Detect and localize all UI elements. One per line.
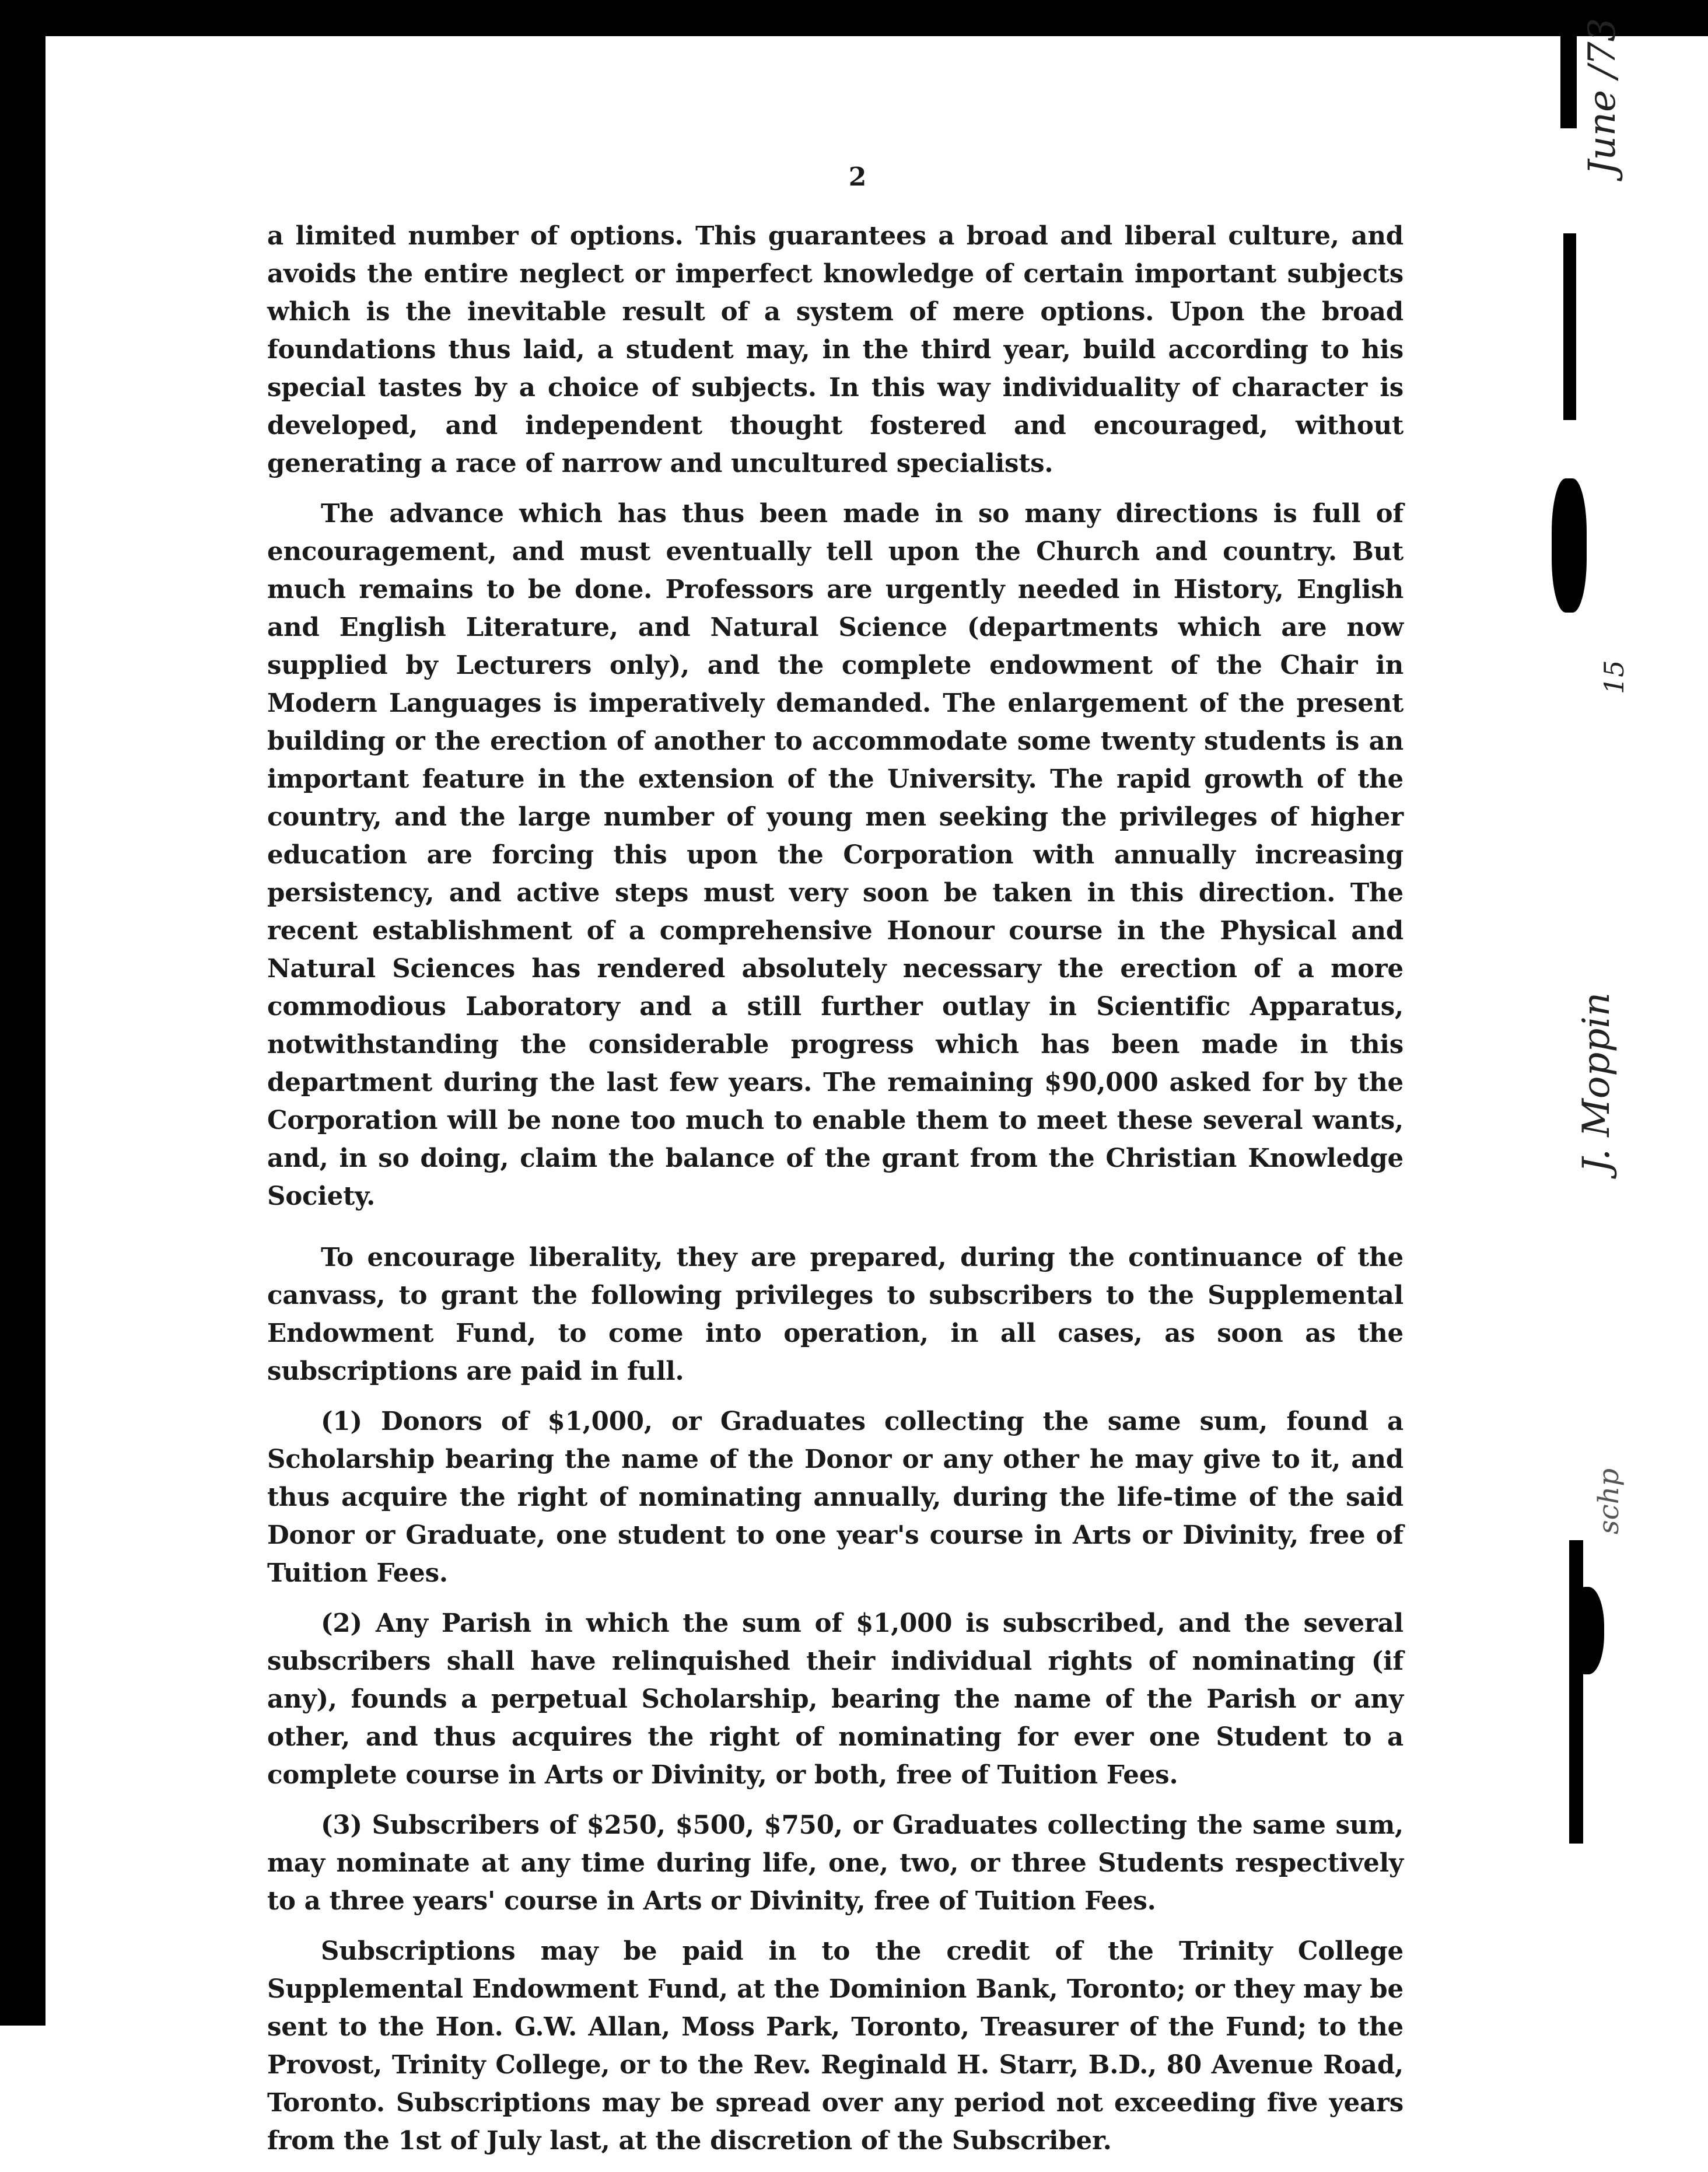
paragraph-privilege-3: (3) Subscribers of $250, $500, $750, or Graduates collecting the same sum, may nominate at any time during life, one, two, or three Students respectively to a three years' course in Arts or Divinity, free of Tuition Fees. [267, 1810, 1404, 1916]
binding-mark [1560, 35, 1577, 128]
document-body [267, 217, 1404, 2172]
paragraph-privilege-1: (1) Donors of $1,000, or Graduates collecting the same sum, found a Scholarship bearing the name of the Donor or any other he may give to it, and thus acquire the right of nominating annually, during the life-time of the said Donor or Graduate, one student to one year's course in Arts or Divinity, free of Tuition Fees. [267, 1407, 1404, 1588]
binding-mark [1552, 478, 1587, 613]
handwritten-side-note: schp [1592, 1468, 1625, 1534]
paragraph-advance: The advance which has thus been made in so many directions is full of encouragement, and must eventually tell upon the Church and country. But much remains to be done. Professors are urgently needed in History, English and English Literature, and Natural Science (departments which are now supplied by Lecturers only), and the complete endowment of the Chair in Modern Languages is imperatively demanded. The enlargement of the present building or the erection of another to accommodate some twenty students is an important feature in the extension of the University. The rapid growth of the country, and the large number of young men seeking the privileges of higher education are forcing this upon the Corporation with annually increasing persistency, and active steps must very soon be taken in this direction. The recent establishment of a comprehensive Honour course in the Physical and Natural Sciences has rendered absolutely necessary the erection of a more commodious Laboratory and a still further outlay in Scientific Apparatus, notwithstanding the considerable progress which has been made in this department during the last few years. The remaining $90,000 asked for by the Corporation will be none too much to enable them to meet these several wants, and, in so doing, claim the balance of the grant from the Christian Knowledge Society. [267, 499, 1404, 1211]
binding-mark [1563, 233, 1576, 420]
paragraph-liberality: To encourage liberality, they are prepared, during the continuance of the canvass, to grant the following privileges to subscribers to the Supplemental Endowment Fund, to come into operation, in all cases, as soon as the subscriptions are paid in full. [267, 1243, 1404, 1386]
scan-border-top [0, 0, 1708, 36]
paragraph-subscriptions: Subscriptions may be paid in to the credit of the Trinity College Supplemental Endowment Fund, at the Dominion Bank, Toronto; or they may be sent to the Hon. G.W. Allan, Moss Park, Toronto, Treasurer of the Fund; to the Provost, Trinity College, or to the Rev. Reginald H. Starr, B.D., 80 Avenue Road, Toronto. Subscriptions may be spread over any period not exceeding five years from the 1st of July last, at the discretion of the Subscriber. [267, 1936, 1404, 2156]
handwritten-mark: 15 [1598, 660, 1630, 694]
scan-border-left [0, 0, 46, 2026]
paragraph-privilege-2: (2) Any Parish in which the sum of $1,000 is subscribed, and the several subscribers shall have relinquished their individual rights of nominating (if any), founds a perpetual Scholarship, bearing the name of the Parish or any other, and thus acquires the right of nominating for ever one Student to a complete course in Arts or Divinity, or both, free of Tuition Fees. [267, 1608, 1404, 1790]
paragraph-options: a limited number of options. This guarantees a broad and liberal culture, and avoids the entire neglect or imperfect knowledge of certain important subjects which is the inevitable result of a system of mere options. Upon the broad foundations thus laid, a student may, in the third year, build according to his special tastes by a choice of subjects. In this way individuality of character is developed, and independent thought fostered and encouraged, without generating a race of narrow and uncultured specialists. [267, 221, 1404, 478]
binding-mark [1569, 1587, 1604, 1674]
binding-mark [1569, 1540, 1583, 1844]
page-number: 2 [848, 162, 867, 192]
handwritten-signature: J. Moppin [1575, 992, 1618, 1173]
handwritten-date: June /73 [1581, 18, 1624, 175]
